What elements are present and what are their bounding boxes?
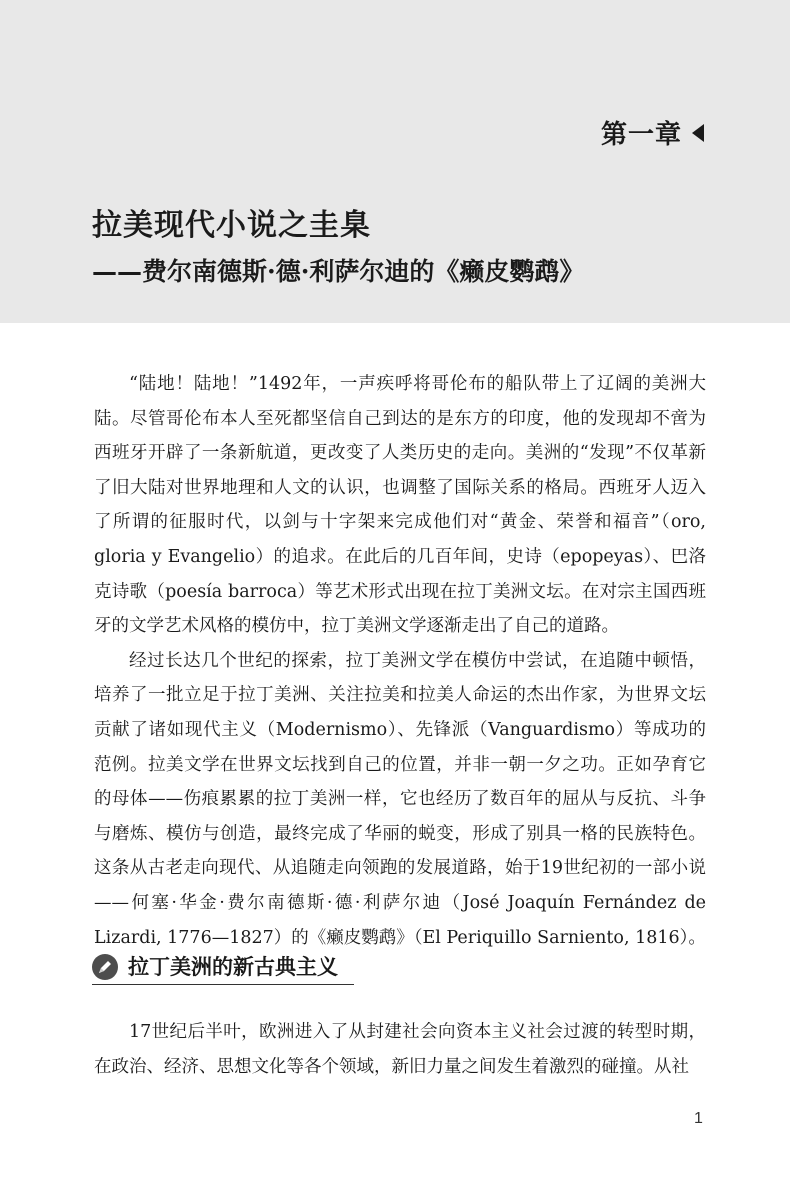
- section-body: [94, 1015, 706, 1084]
- paragraph: “陆地！陆地！”1492年，一声疾呼将哥伦布的船队带上了辽阔的美洲大陆。尽管哥伦布本人至死都坚信自己到达的是东方的印度，他的发现却不啻为西班牙开辟了一条新航道，更改变了人类历史的走向。美洲的“发现”不仅革新了旧大陆对世界地理和人文的认识，也调整了国际关系的格局。西班牙人迈入了所谓的征服时代，以剑与十字架来完成他们对“黄金、荣誉和福音”（oro, gloria y Evangelio）的追求。在此后的几百年间，史诗（epopeyas）、巴洛克诗歌（poesía barroca）等艺术形式出现在拉丁美洲文坛。在对宗主国西班牙的文学艺术风格的模仿中，拉丁美洲文学逐渐走出了自己的道路。: [94, 374, 706, 637]
- section-heading: [92, 950, 354, 985]
- paragraph: 17世纪后半叶，欧洲进入了从封建社会向资本主义社会过渡的转型时期，在政治、经济、思想文化等各个领域，新旧力量之间发生着激烈的碰撞。从社: [94, 1022, 706, 1077]
- pen-icon: [92, 954, 118, 980]
- chapter-title: 拉美现代小说之圭臬: [92, 208, 371, 243]
- chapter-header-band: [0, 0, 790, 323]
- chapter-label: [601, 114, 704, 151]
- section-heading-label: 拉丁美洲的新古典主义: [128, 955, 338, 979]
- page-number: 1: [694, 1110, 703, 1127]
- triangle-marker-icon: [692, 124, 704, 142]
- body-text: [94, 367, 706, 955]
- chapter-subtitle: ——费尔南德斯·德·利萨尔迪的《癞皮鹦鹉》: [92, 257, 585, 286]
- paragraph: 经过长达几个世纪的探索，拉丁美洲文学在模仿中尝试，在追随中顿悟，培养了一批立足于拉丁美洲、关注拉美和拉美人命运的杰出作家，为世界文坛贡献了诸如现代主义（Modernismo）、先锋派（Vanguardismo）等成功的范例。拉美文学在世界文坛找到自己的位置，并非一朝一夕之功。正如孕育它的母体——伤痕累累的拉丁美洲一样，它也经历了数百年的屈从与反抗、斗争与磨炼、模仿与创造，最终完成了华丽的蜕变，形成了别具一格的民族特色。这条从古老走向现代、从追随走向领跑的发展道路，始于19世纪初的一部小说——何塞·华金·费尔南德斯·德·利萨尔迪（José Joaquín Fernández de Lizardi, 1776—1827）的《癞皮鹦鹉》（El Periquillo Sarniento, 1816）。: [94, 650, 706, 948]
- chapter-number: 第一章: [600, 120, 682, 150]
